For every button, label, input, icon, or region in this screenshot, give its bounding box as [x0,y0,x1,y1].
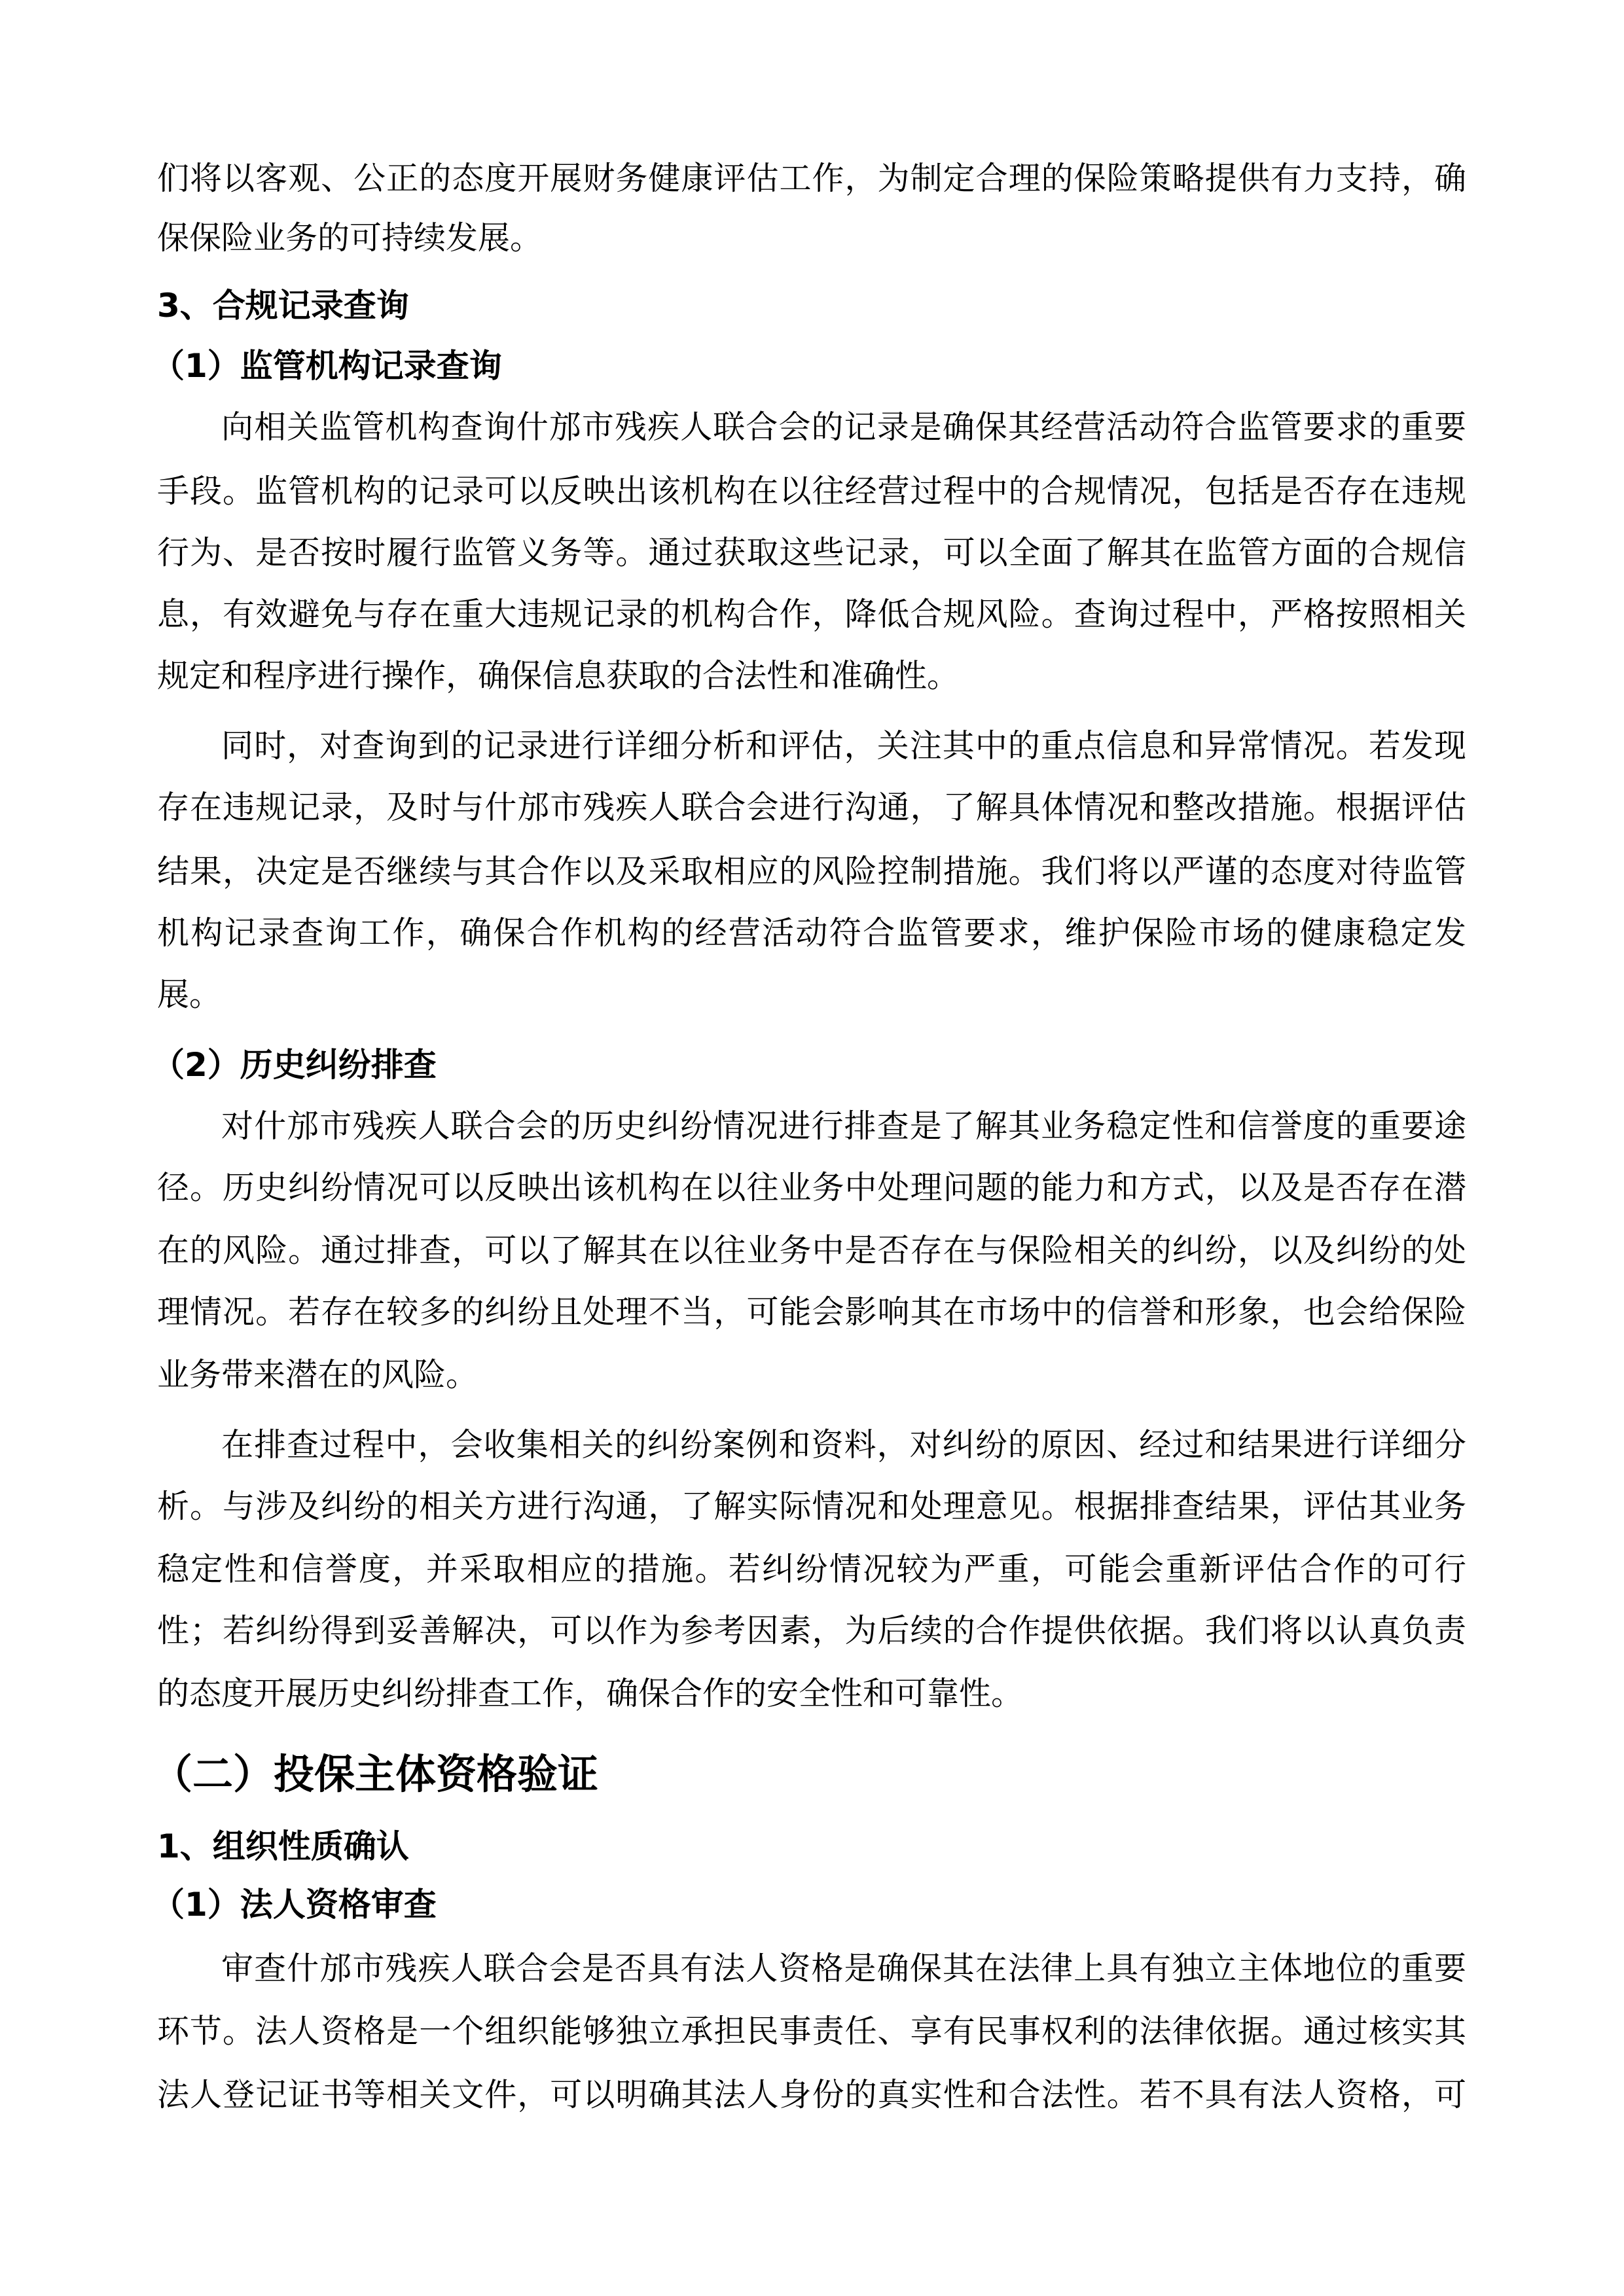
subsection-heading: 3、合规记录查询 [157,287,409,325]
paragraph-first-line: 向相关监管机构查询什邡市残疾人联合会的记录是确保其经营活动符合监管要求的重要 [221,408,1466,446]
body-text-line: 存在违规记录，及时与什邡市残疾人联合会进行沟通，了解具体情况和整改措施。根据评估 [157,788,1466,826]
body-text-line: 理情况。若存在较多的纠纷且处理不当，可能会影响其在市场中的信誉和形象，也会给保险 [157,1293,1466,1331]
body-text-line: 手段。监管机构的记录可以反映出该机构在以往经营过程中的合规情况，包括是否存在违规 [157,472,1466,510]
paragraph-first-line: 对什邡市残疾人联合会的历史纠纷情况进行排查是了解其业务稳定性和信誉度的重要途 [221,1107,1466,1145]
body-text-line: 结果，决定是否继续与其合作以及采取相应的风险控制措施。我们将以严谨的态度对待监管 [157,853,1466,891]
body-text-line: 径。历史纠纷情况可以反映出该机构在以往业务中处理问题的能力和方式，以及是否存在潜 [157,1168,1466,1206]
body-text-line: 的态度开展历史纠纷排查工作，确保合作的安全性和可靠性。 [157,1675,1024,1713]
body-text-line: 在的风险。通过排查，可以了解其在以往业务中是否存在与保险相关的纠纷，以及纠纷的处 [157,1231,1466,1269]
sub-subsection-heading: （1）法人资格审查 [152,1885,437,1924]
body-text-line: 析。与涉及纠纷的相关方进行沟通，了解实际情况和处理意见。根据排查结果，评估其业务 [157,1488,1466,1526]
body-text-line: 机构记录查询工作，确保合作机构的经营活动符合监管要求，维护保险市场的健康稳定发 [157,914,1466,952]
body-text-line: 法人登记证书等相关文件，可以明确其法人身份的真实性和合法性。若不具有法人资格，可 [157,2075,1466,2113]
sub-subsection-heading: （1）监管机构记录查询 [152,346,502,385]
body-text-line: 息，有效避免与存在重大违规记录的机构合作，降低合规风险。查询过程中，严格按照相关 [157,595,1466,633]
body-text-line: 展。 [157,975,222,1013]
paragraph-first-line: 在排查过程中，会收集相关的纠纷案例和资料，对纠纷的原因、经过和结果进行详细分 [221,1426,1466,1464]
body-text-line: 业务带来潜在的风险。 [157,1355,478,1393]
body-text-line: 性；若纠纷得到妥善解决，可以作为参考因素，为后续的合作提供依据。我们将以认真负责 [157,1612,1466,1650]
paragraph-first-line: 审查什邡市残疾人联合会是否具有法人资格是确保其在法律上具有独立主体地位的重要 [221,1950,1466,1988]
body-text-line: 环节。法人资格是一个组织能够独立承担民事责任、享有民事权利的法律依据。通过核实其 [157,2013,1466,2051]
body-text-line: 稳定性和信誉度，并采取相应的措施。若纠纷情况较为严重，可能会重新评估合作的可行 [157,1551,1466,1588]
paragraph-first-line: 同时，对查询到的记录进行详细分析和评估，关注其中的重点信息和异常情况。若发现 [221,726,1466,764]
body-text-line: 保保险业务的可持续发展。 [157,219,543,257]
body-text-line: 规定和程序进行操作，确保信息获取的合法性和准确性。 [157,656,960,694]
sub-subsection-heading: （2）历史纠纷排查 [152,1046,437,1085]
subsection-heading: 1、组织性质确认 [157,1827,409,1865]
body-text-line: 们将以客观、公正的态度开展财务健康评估工作，为制定合理的保险策略提供有力支持，确 [157,159,1466,197]
body-text-line: 行为、是否按时履行监管义务等。通过获取这些记录，可以全面了解其在监管方面的合规信 [157,533,1466,571]
section-heading: （二）投保主体资格验证 [152,1750,599,1799]
